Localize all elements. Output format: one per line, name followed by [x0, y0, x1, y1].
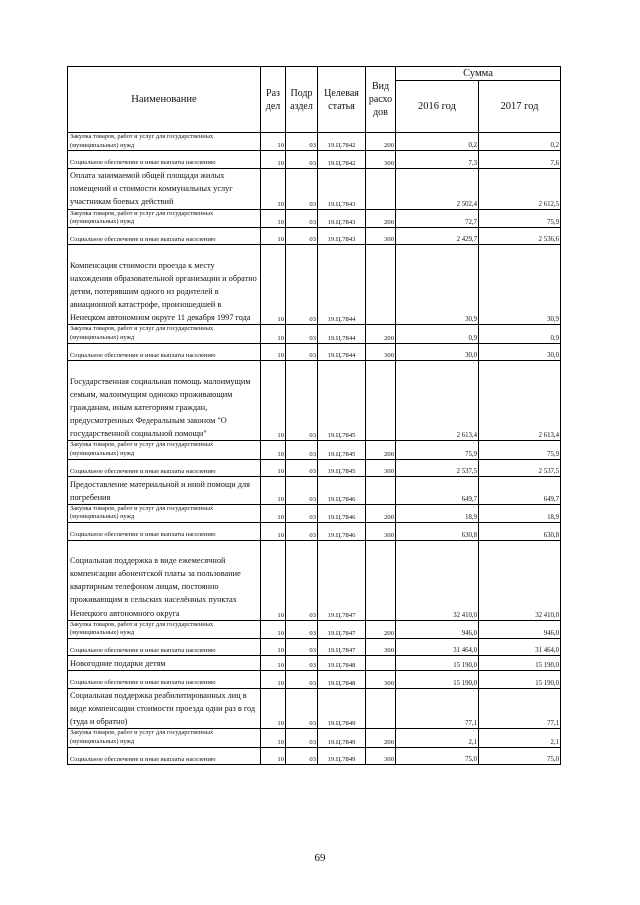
- row-razdel: 10: [261, 343, 286, 361]
- row-podrazdel: 03: [286, 747, 318, 765]
- row-vid: 300: [366, 671, 396, 689]
- row-podrazdel: 03: [286, 245, 318, 325]
- row-amount-2016: 75,9: [396, 441, 479, 459]
- header-razdel: Раз дел: [261, 67, 286, 133]
- row-podrazdel: 03: [286, 620, 318, 638]
- row-name: Социальное обеспечение и иные выплаты населению: [68, 227, 261, 245]
- row-target: 19.Ц.7842: [318, 151, 366, 169]
- row-name: Социальная поддержка реабилитированных лиц в виде компенсации стоимости проезда одни раз в год (туда и обратно): [68, 688, 261, 729]
- row-amount-2017: 2 613,4: [479, 361, 561, 441]
- budget-table-sheet: [67, 66, 561, 765]
- row-razdel: 10: [261, 133, 286, 151]
- row-vid: 200: [366, 729, 396, 747]
- row-amount-2017: 77,1: [479, 688, 561, 729]
- budget-item-row: [68, 168, 561, 209]
- budget-subitem-row: [68, 729, 561, 747]
- row-amount-2016: 0,9: [396, 325, 479, 343]
- row-name: Социальное обеспечение и иные выплаты населению: [68, 522, 261, 540]
- row-amount-2016: 7,3: [396, 151, 479, 169]
- row-amount-2017: 630,8: [479, 522, 561, 540]
- header-vid: Вид расхо дов: [366, 67, 396, 133]
- row-podrazdel: 03: [286, 151, 318, 169]
- row-razdel: 10: [261, 477, 286, 505]
- row-name: Закупка товаров, работ и услуг для государственных (муниципальных) нужд: [68, 209, 261, 227]
- row-amount-2016: 31 464,0: [396, 638, 479, 656]
- row-amount-2017: 30,0: [479, 343, 561, 361]
- row-amount-2017: 18,9: [479, 504, 561, 522]
- row-razdel: 10: [261, 361, 286, 441]
- row-target: 19.Ц.7849: [318, 688, 366, 729]
- row-razdel: 10: [261, 747, 286, 765]
- row-amount-2016: 75,0: [396, 747, 479, 765]
- row-target: 19.Ц.7849: [318, 729, 366, 747]
- row-target: 19.Ц.7845: [318, 441, 366, 459]
- row-amount-2016: 2 613,4: [396, 361, 479, 441]
- table-header: [68, 67, 561, 133]
- row-name: Закупка товаров, работ и услуг для государственных (муниципальных) нужд: [68, 133, 261, 151]
- row-vid: [366, 361, 396, 441]
- budget-subitem-row: [68, 343, 561, 361]
- row-podrazdel: 03: [286, 671, 318, 689]
- row-amount-2016: 649,7: [396, 477, 479, 505]
- row-razdel: 10: [261, 209, 286, 227]
- header-year-2016: 2016 год: [396, 81, 479, 133]
- row-razdel: 10: [261, 671, 286, 689]
- row-vid: 200: [366, 504, 396, 522]
- row-vid: [366, 477, 396, 505]
- budget-item-row: [68, 688, 561, 729]
- row-razdel: 10: [261, 151, 286, 169]
- budget-subitem-row: [68, 151, 561, 169]
- row-podrazdel: 03: [286, 688, 318, 729]
- row-razdel: 10: [261, 227, 286, 245]
- table-body: [68, 133, 561, 765]
- row-target: 19.Ц.7848: [318, 656, 366, 671]
- row-amount-2016: 2,1: [396, 729, 479, 747]
- row-podrazdel: 03: [286, 522, 318, 540]
- row-target: 19.Ц.7846: [318, 477, 366, 505]
- row-name: Закупка товаров, работ и услуг для государственных (муниципальных) нужд: [68, 620, 261, 638]
- row-target: 19.Ц.7842: [318, 133, 366, 151]
- row-amount-2016: 15 190,0: [396, 671, 479, 689]
- row-amount-2017: 2 537,5: [479, 459, 561, 477]
- header-year-2017: 2017 год: [479, 81, 561, 133]
- budget-subitem-row: [68, 441, 561, 459]
- row-podrazdel: 03: [286, 729, 318, 747]
- row-vid: 300: [366, 151, 396, 169]
- row-vid: 300: [366, 638, 396, 656]
- row-podrazdel: 03: [286, 343, 318, 361]
- budget-subitem-row: [68, 133, 561, 151]
- row-target: 19.Ц.7844: [318, 245, 366, 325]
- row-podrazdel: 03: [286, 459, 318, 477]
- row-name: Закупка товаров, работ и услуг для государственных (муниципальных) нужд: [68, 441, 261, 459]
- row-amount-2017: 15 190,0: [479, 656, 561, 671]
- row-target: 19.Ц.7849: [318, 747, 366, 765]
- row-name: Новогодние подарки детям: [68, 656, 261, 671]
- row-target: 19.Ц.7847: [318, 620, 366, 638]
- budget-subitem-row: [68, 638, 561, 656]
- row-amount-2016: 72,7: [396, 209, 479, 227]
- row-vid: 300: [366, 459, 396, 477]
- row-vid: 300: [366, 747, 396, 765]
- budget-item-row: [68, 477, 561, 505]
- row-podrazdel: 03: [286, 227, 318, 245]
- row-vid: 200: [366, 325, 396, 343]
- row-name: Социальное обеспечение и иные выплаты населению: [68, 459, 261, 477]
- row-target: 19.Ц.7846: [318, 504, 366, 522]
- row-amount-2016: 2 429,7: [396, 227, 479, 245]
- header-target: Целевая статья: [318, 67, 366, 133]
- budget-table: [67, 66, 561, 765]
- budget-subitem-row: [68, 227, 561, 245]
- budget-subitem-row: [68, 671, 561, 689]
- row-target: 19.Ц.7845: [318, 459, 366, 477]
- row-name: Предоставление материальной и иной помощи для погребения: [68, 477, 261, 505]
- row-podrazdel: 03: [286, 504, 318, 522]
- row-razdel: 10: [261, 620, 286, 638]
- row-podrazdel: 03: [286, 325, 318, 343]
- budget-subitem-row: [68, 747, 561, 765]
- row-name: Закупка товаров, работ и услуг для государственных (муниципальных) нужд: [68, 729, 261, 747]
- row-vid: [366, 540, 396, 620]
- row-amount-2017: 75,0: [479, 747, 561, 765]
- row-vid: 200: [366, 620, 396, 638]
- row-name: Социальное обеспечение и иные выплаты населению: [68, 747, 261, 765]
- row-razdel: 10: [261, 459, 286, 477]
- row-razdel: 10: [261, 168, 286, 209]
- row-razdel: 10: [261, 540, 286, 620]
- row-amount-2016: 32 410,0: [396, 540, 479, 620]
- row-amount-2016: 15 190,0: [396, 656, 479, 671]
- row-razdel: 10: [261, 325, 286, 343]
- row-vid: [366, 245, 396, 325]
- row-amount-2017: 7,6: [479, 151, 561, 169]
- row-podrazdel: 03: [286, 441, 318, 459]
- row-amount-2017: 15 190,0: [479, 671, 561, 689]
- row-name: Закупка товаров, работ и услуг для государственных (муниципальных) нужд: [68, 325, 261, 343]
- row-vid: 200: [366, 133, 396, 151]
- row-podrazdel: 03: [286, 209, 318, 227]
- row-name: Компенсация стоимости проезда к месту нахождения образовательной организации и обратно детям, потерявшим одного из родителей в авиационной катастрофе, произошедшей в Ненецком автономном округе 11 декабря 1997 года: [68, 245, 261, 325]
- budget-item-row: [68, 361, 561, 441]
- row-amount-2017: 75,9: [479, 209, 561, 227]
- row-vid: 300: [366, 343, 396, 361]
- budget-subitem-row: [68, 620, 561, 638]
- row-target: 19.Ц.7843: [318, 227, 366, 245]
- row-name: Социальная поддержка в виде ежемесячной компенсации абонентской платы за пользование квартирным телефоном лицам, постоянно проживающим в сельских населённых пунктах Ненецкого автономного округа: [68, 540, 261, 620]
- row-name: Социальное обеспечение и иные выплаты населению: [68, 151, 261, 169]
- row-podrazdel: 03: [286, 133, 318, 151]
- row-vid: [366, 168, 396, 209]
- row-name: Государственная социальная помощь малоимущим семьям, малоимущим одиноко проживающим гражданам, иным категориям граждан, предусмотренных Федеральным законом "О государственной социальной помощи": [68, 361, 261, 441]
- row-amount-2017: 946,0: [479, 620, 561, 638]
- row-razdel: 10: [261, 504, 286, 522]
- row-target: 19.Ц.7848: [318, 671, 366, 689]
- row-podrazdel: 03: [286, 361, 318, 441]
- row-target: 19.Ц.7845: [318, 361, 366, 441]
- budget-subitem-row: [68, 522, 561, 540]
- budget-item-row: [68, 656, 561, 671]
- row-target: 19.Ц.7844: [318, 343, 366, 361]
- row-razdel: 10: [261, 245, 286, 325]
- row-target: 19.Ц.7847: [318, 638, 366, 656]
- row-amount-2016: 77,1: [396, 688, 479, 729]
- row-amount-2016: 946,0: [396, 620, 479, 638]
- budget-item-row: [68, 245, 561, 325]
- row-amount-2017: 2 612,5: [479, 168, 561, 209]
- row-razdel: 10: [261, 522, 286, 540]
- row-amount-2017: 32 410,0: [479, 540, 561, 620]
- row-name: Закупка товаров, работ и услуг для государственных (муниципальных) нужд: [68, 504, 261, 522]
- row-amount-2016: 0,2: [396, 133, 479, 151]
- row-podrazdel: 03: [286, 656, 318, 671]
- row-razdel: 10: [261, 688, 286, 729]
- row-target: 19.Ц.7843: [318, 209, 366, 227]
- budget-subitem-row: [68, 459, 561, 477]
- row-podrazdel: 03: [286, 638, 318, 656]
- row-amount-2017: 30,9: [479, 245, 561, 325]
- row-amount-2016: 2 502,4: [396, 168, 479, 209]
- row-target: 19.Ц.7844: [318, 325, 366, 343]
- row-name: Социальное обеспечение и иные выплаты населению: [68, 671, 261, 689]
- budget-item-row: [68, 540, 561, 620]
- row-vid: [366, 688, 396, 729]
- row-vid: 300: [366, 522, 396, 540]
- row-amount-2017: 75,9: [479, 441, 561, 459]
- row-amount-2016: 30,9: [396, 245, 479, 325]
- row-podrazdel: 03: [286, 540, 318, 620]
- row-amount-2016: 630,8: [396, 522, 479, 540]
- row-amount-2017: 0,2: [479, 133, 561, 151]
- row-podrazdel: 03: [286, 477, 318, 505]
- row-amount-2016: 18,9: [396, 504, 479, 522]
- header-summa: Сумма: [396, 67, 561, 81]
- row-name: Социальное обеспечение и иные выплаты населению: [68, 343, 261, 361]
- row-target: 19.Ц.7846: [318, 522, 366, 540]
- budget-subitem-row: [68, 325, 561, 343]
- row-vid: [366, 656, 396, 671]
- row-target: 19.Ц.7847: [318, 540, 366, 620]
- row-razdel: 10: [261, 441, 286, 459]
- page-number: 69: [314, 852, 326, 864]
- row-razdel: 10: [261, 638, 286, 656]
- row-vid: 300: [366, 227, 396, 245]
- row-target: 19.Ц.7843: [318, 168, 366, 209]
- budget-subitem-row: [68, 209, 561, 227]
- row-amount-2016: 2 537,5: [396, 459, 479, 477]
- row-amount-2016: 30,0: [396, 343, 479, 361]
- row-podrazdel: 03: [286, 168, 318, 209]
- row-amount-2017: 649,7: [479, 477, 561, 505]
- header-name: Наименование: [68, 67, 261, 133]
- header-podrazdel: Подр аздел: [286, 67, 318, 133]
- row-razdel: 10: [261, 656, 286, 671]
- row-amount-2017: 31 464,0: [479, 638, 561, 656]
- row-vid: 200: [366, 209, 396, 227]
- row-name: Социальное обеспечение и иные выплаты населению: [68, 638, 261, 656]
- row-name: Оплата занимаемой общей площади жилых помещений и стоимости коммунальных услуг участникам боевых действий: [68, 168, 261, 209]
- row-vid: 200: [366, 441, 396, 459]
- row-amount-2017: 0,9: [479, 325, 561, 343]
- row-razdel: 10: [261, 729, 286, 747]
- row-amount-2017: 2,1: [479, 729, 561, 747]
- row-amount-2017: 2 536,6: [479, 227, 561, 245]
- budget-subitem-row: [68, 504, 561, 522]
